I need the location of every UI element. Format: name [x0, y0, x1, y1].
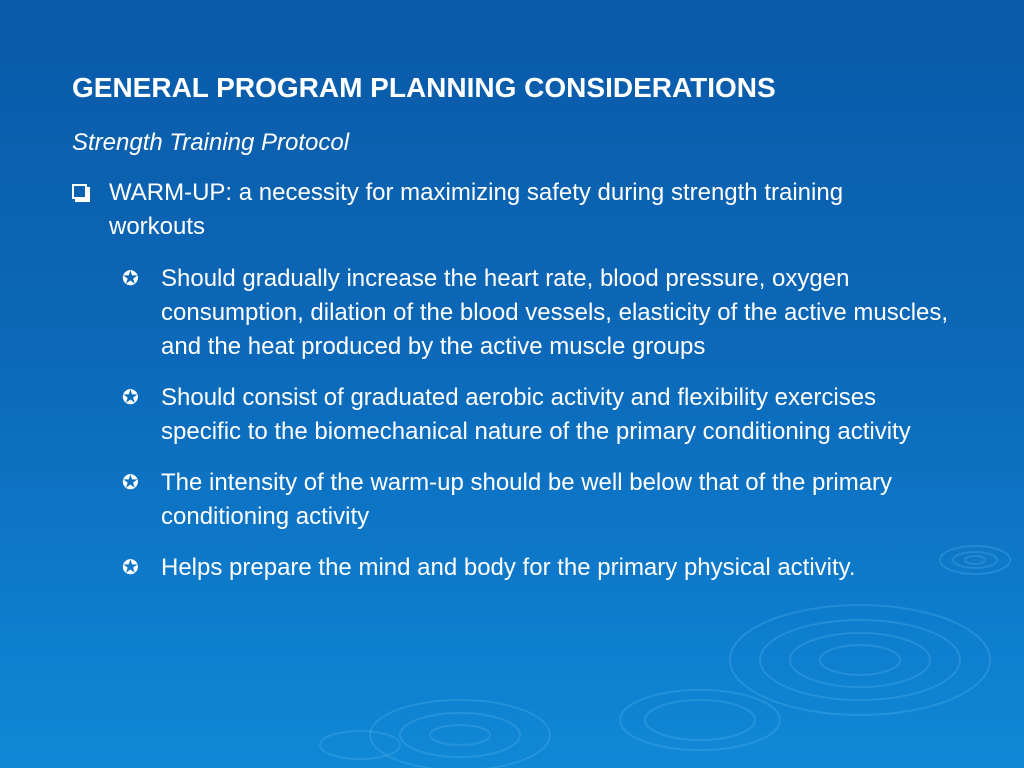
sub-bullet-text: Should consist of graduated aerobic activity and flexibility exercises specific to the biomechanical nature of the primary conditioning activity [161, 384, 911, 445]
slide-subtitle: Strength Training Protocol [72, 129, 350, 156]
sub-bullet-item [122, 262, 952, 364]
sub-bullet-text: Should gradually increase the heart rate, blood pressure, oxygen consumption, dilation of the blood vessels, elasticity of the active muscles, and the heat produced by the active muscle groups [161, 265, 949, 360]
star-bullet-icon: ✪ [122, 268, 139, 290]
star-bullet-icon: ✪ [122, 557, 139, 579]
sub-bullet-list [122, 262, 952, 602]
sub-bullet-text: Helps prepare the mind and body for the primary physical activity. [161, 554, 856, 581]
slide-title: GENERAL PROGRAM PLANNING CONSIDERATIONS [72, 72, 776, 103]
sub-bullet-item [122, 466, 952, 534]
sub-bullet-item [122, 551, 952, 585]
star-bullet-icon: ✪ [122, 387, 139, 409]
main-bullet [72, 176, 932, 244]
sub-bullet-text: The intensity of the warm-up should be well below that of the primary conditioning activity [161, 469, 893, 530]
main-bullet-text: WARM-UP: a necessity for maximizing safety during strength training workouts [109, 179, 844, 240]
star-bullet-icon: ✪ [122, 472, 139, 494]
sub-bullet-item [122, 381, 952, 449]
checkbox-bullet-icon [72, 184, 87, 199]
